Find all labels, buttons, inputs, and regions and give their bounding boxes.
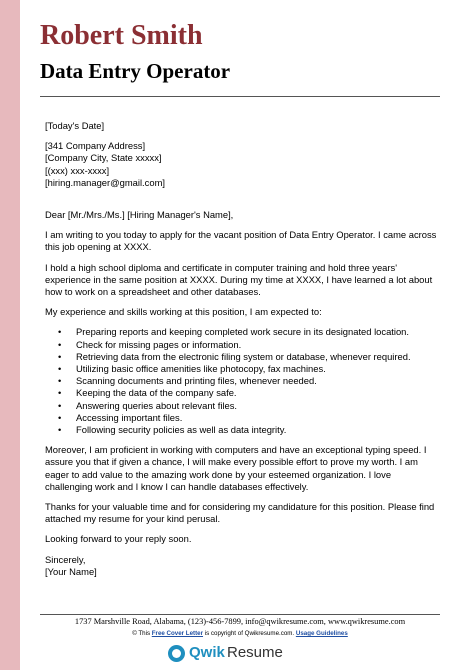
bullet-icon: • — [58, 350, 62, 362]
bullet-icon: • — [58, 399, 62, 411]
bullet-icon: • — [58, 375, 62, 387]
logo-icon — [168, 645, 185, 662]
address-line: [(xxx) xxx-xxxx] — [45, 164, 110, 176]
list-item-text: Keeping the data of the company safe. — [76, 387, 237, 399]
logo-text-qwik: Qwik — [189, 644, 225, 661]
list-item — [45, 375, 440, 387]
list-item — [45, 412, 440, 424]
qwikresume-logo — [168, 644, 308, 664]
bullet-icon: • — [58, 387, 62, 399]
address-line: [341 Company Address] — [45, 140, 146, 152]
bullet-icon: • — [58, 363, 62, 375]
list-item-text: Utilizing basic office amenities like photocopy, fax machines. — [76, 363, 326, 375]
list-item-text: Retrieving data from the electronic filing system or database, whenever required. — [76, 350, 411, 362]
footer-contact: 1737 Marshville Road, Alabama, (123)-456-7899, info@qwikresume.com, www.qwikresume.com — [74, 617, 406, 626]
usage-guidelines-link[interactable]: Usage Guidelines — [295, 630, 348, 637]
bullet-icon: • — [58, 338, 62, 350]
logo-text-resume: Resume — [227, 644, 283, 661]
list-item — [45, 326, 440, 338]
list-item-text: Accessing important files. — [76, 411, 183, 423]
list-item-text: Preparing reports and keeping completed work secure in its designated location. — [76, 326, 410, 338]
list-item — [45, 339, 440, 351]
copyright-prefix: © This — [132, 630, 152, 637]
recipient-address — [45, 140, 440, 189]
list-item — [45, 387, 440, 399]
applicant-name: Robert Smith — [40, 20, 203, 51]
paragraph-closing-remark: Looking forward to your reply soon. — [45, 533, 192, 545]
paragraph-background: I hold a high school diploma and certificate in computer training and hold three years' experience in the same position at XXXX. During my time at XXXX, I have learned a lot about how to work on a spreadsheet and other databases. — [45, 261, 433, 298]
free-cover-letter-link[interactable]: Free Cover Letter — [151, 630, 204, 637]
list-item — [45, 400, 440, 412]
salutation: Dear [Mr./Mrs./Ms.] [Hiring Manager's Name], — [45, 209, 234, 221]
bullet-icon: • — [58, 424, 62, 436]
paragraph-intro: I am writing to you today to apply for the vacant position of Data Entry Operator. I came across this job opening at XXXX. — [45, 229, 437, 253]
letter-date: [Today's Date] — [45, 120, 105, 131]
copyright-middle: is copyright of Qwikresume.com. — [203, 630, 296, 637]
footer-copyright — [40, 630, 440, 637]
footer-divider — [40, 614, 440, 615]
header-divider — [40, 96, 440, 97]
list-item — [45, 363, 440, 375]
letter-body — [45, 120, 440, 578]
list-item — [45, 351, 440, 363]
closing: Sincerely, — [45, 553, 86, 565]
header — [40, 20, 440, 84]
paragraph-thanks: Thanks for your valuable time and for considering my candidature for this position. Please find attached my resume for your kind perusal. — [45, 501, 435, 525]
paragraph-proficiency: Moreover, I am proficient in working with computers and have an exceptional typing speed. I assure you that if given a chance, I will make every possible effort to prove my worth. I am eager to add value to the amazing work done by your esteemed organization. I love challenging work and I know I can handle databases effectively. — [45, 444, 427, 492]
bullet-icon: • — [58, 326, 62, 338]
address-line: [hiring.manager@gmail.com] — [45, 176, 165, 188]
signature: [Your Name] — [45, 565, 97, 577]
side-accent-bar — [0, 0, 20, 670]
skills-list — [45, 326, 440, 436]
list-item-text: Check for missing pages or information. — [76, 338, 242, 350]
list-item-text: Answering queries about relevant files. — [76, 399, 238, 411]
list-item-text: Scanning documents and printing files, whenever needed. — [76, 375, 317, 387]
address-line: [Company City, State xxxxx] — [45, 152, 162, 164]
list-item — [45, 424, 440, 436]
list-item-text: Following security policies as well as data integrity. — [76, 424, 287, 436]
paragraph-skills-intro: My experience and skills working at this position, I am expected to: — [45, 306, 322, 318]
bullet-icon: • — [58, 411, 62, 423]
job-title: Data Entry Operator — [40, 59, 231, 83]
